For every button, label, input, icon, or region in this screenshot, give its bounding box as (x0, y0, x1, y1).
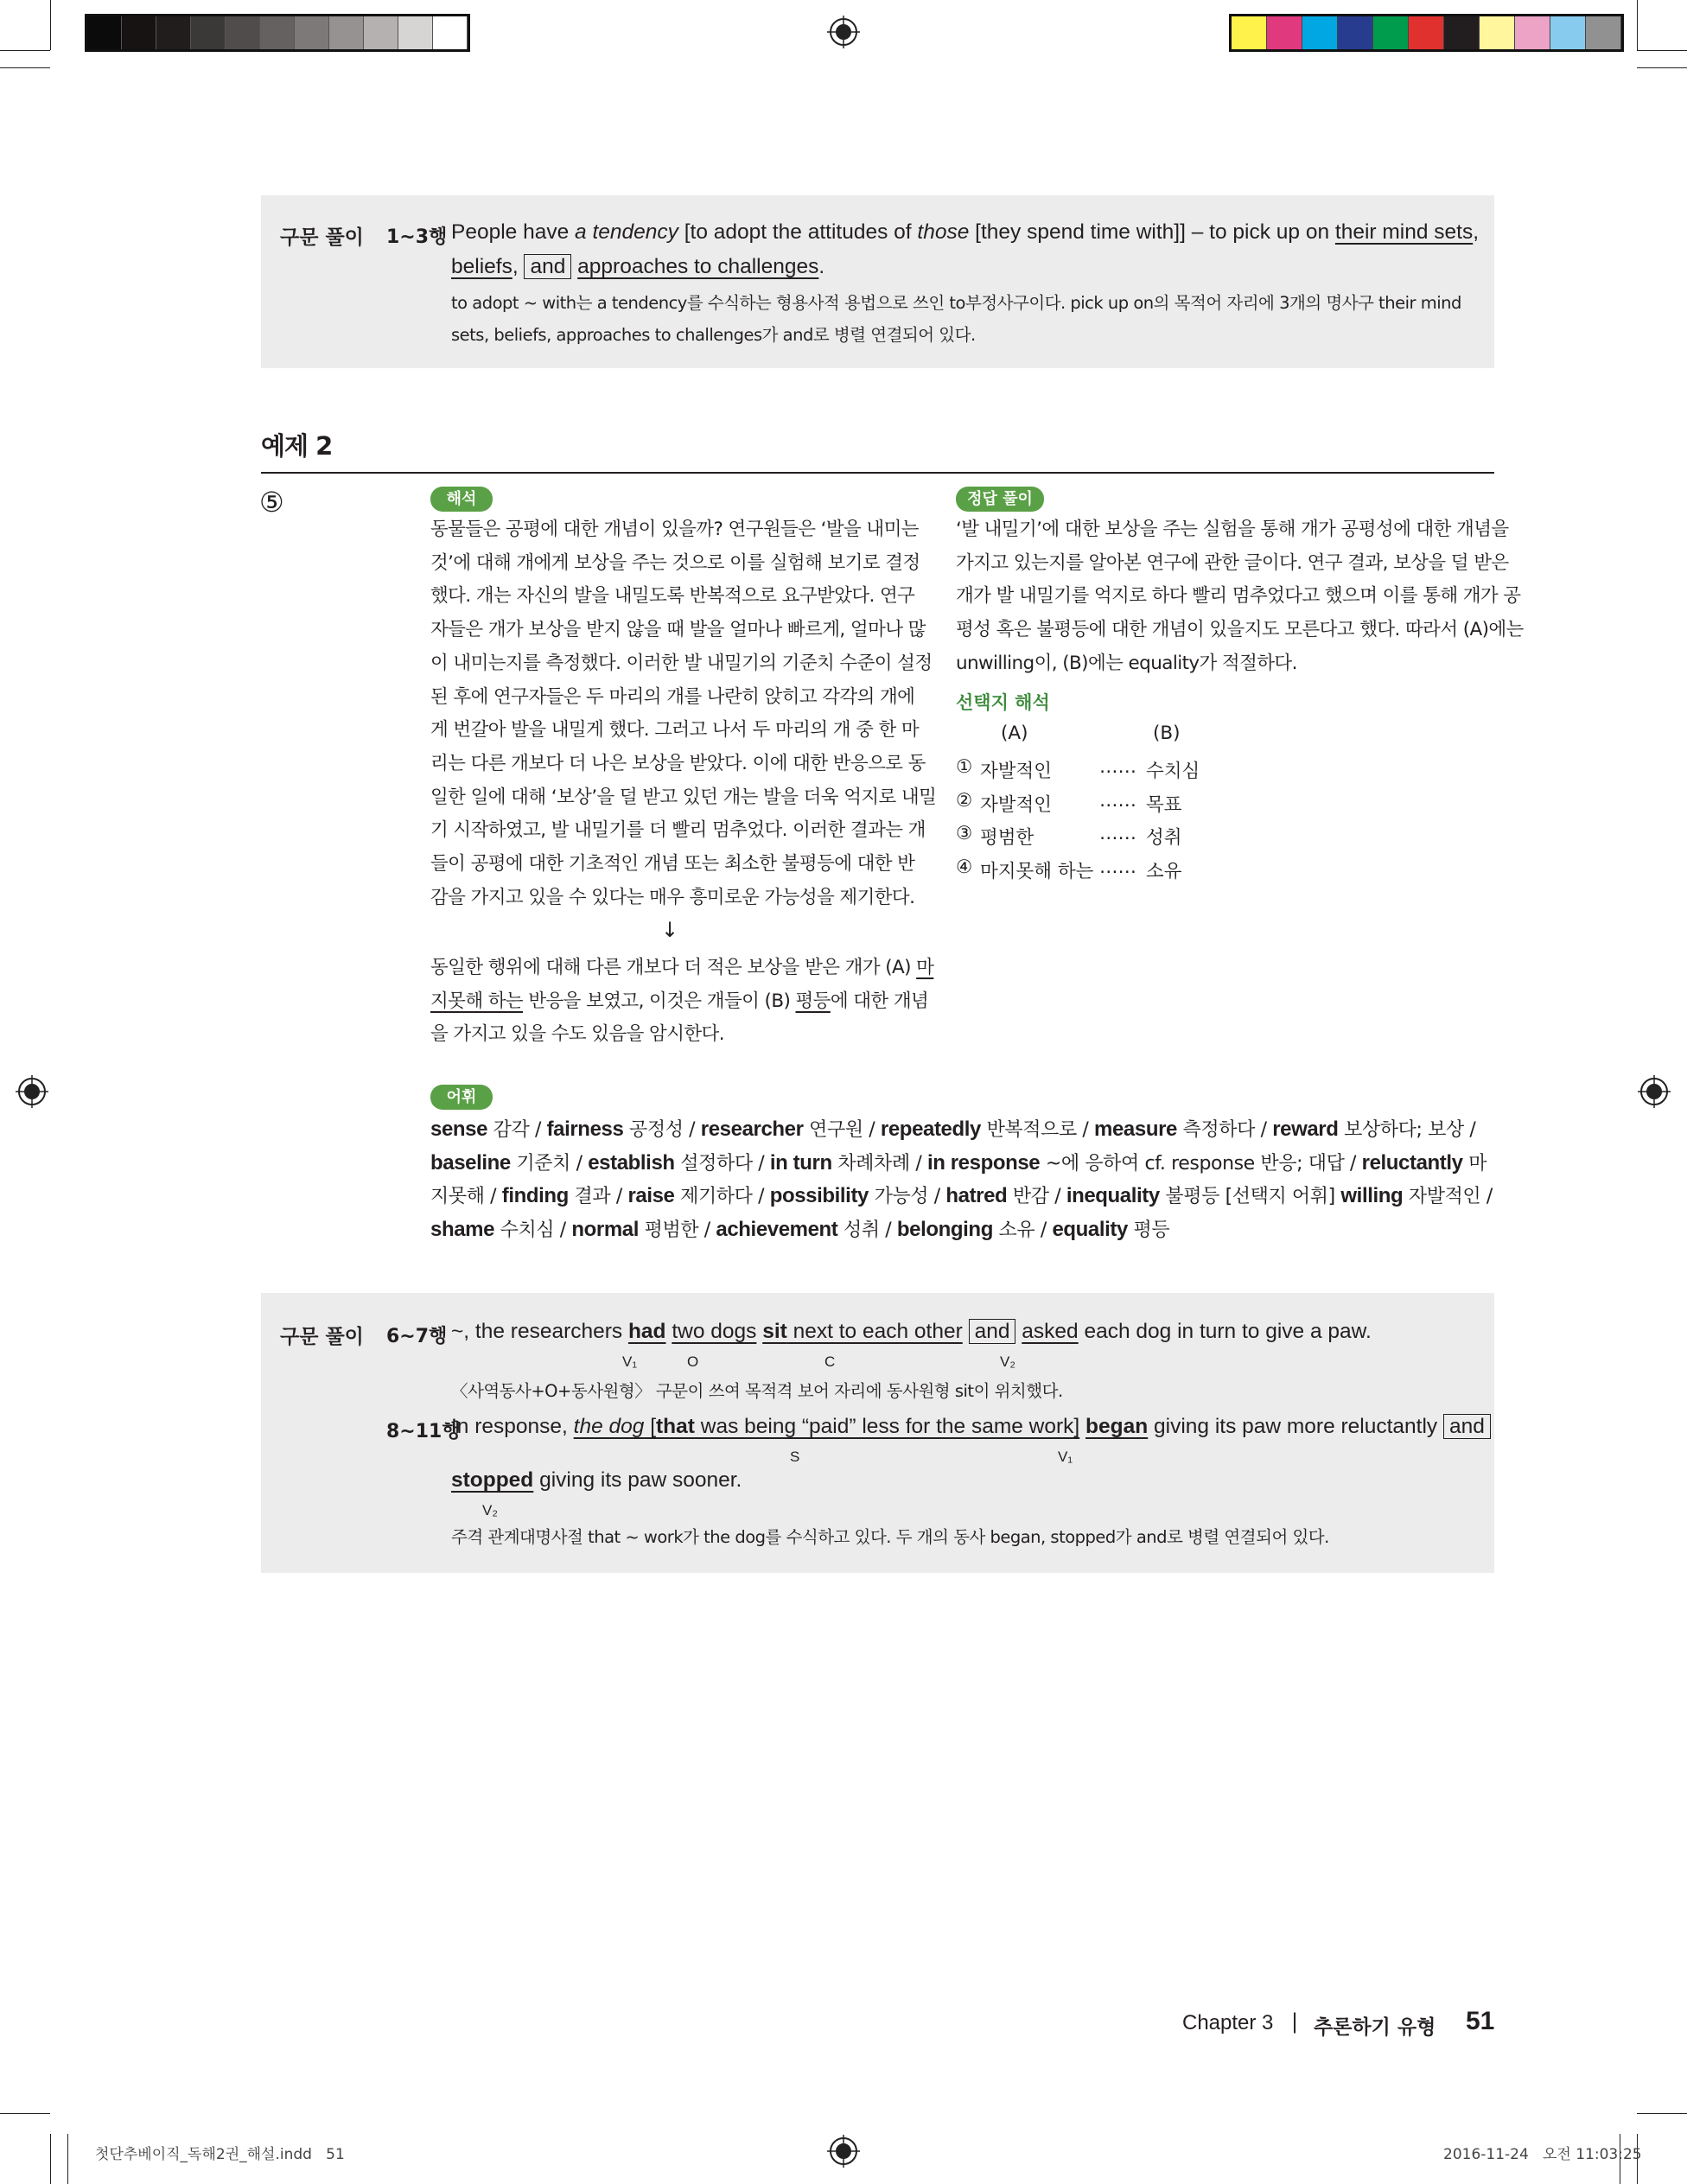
vocab-term: researcher (700, 1117, 804, 1141)
vocab-term: in turn (769, 1150, 832, 1175)
vocab-term: achievement (716, 1218, 838, 1242)
example-title: 예제 2 (261, 431, 333, 461)
vocab-meaning: 소유 / (992, 1219, 1053, 1242)
vocab-badge: 어휘 (430, 1085, 493, 1110)
section-divider (261, 472, 1494, 474)
grammar-mark-v2: V₂ (1000, 1353, 1015, 1370)
grammar-mark-v1: V₁ (622, 1353, 638, 1370)
line-reference: 8~11행 (386, 1421, 461, 1442)
vocab-meaning: 연구원 / (803, 1119, 881, 1141)
explanation-line: unwilling이, (B)에는 equality가 적절하다. (956, 652, 1297, 674)
interpretation-line: 것’에 대해 개에게 보상을 주는 것으로 이를 실험해 보기로 결정 (430, 551, 920, 574)
crop-mark (0, 67, 50, 68)
explanation-badge: 정답 풀이 (956, 487, 1044, 512)
vocab-term: equality (1052, 1218, 1128, 1242)
syntax-label: 구문 풀이 (280, 1326, 364, 1348)
interpretation-line: 감을 가지고 있을 수 있다는 매우 흥미로운 가능성을 제기한다. (430, 886, 915, 908)
vocab-meaning: 지못해 / (430, 1186, 502, 1208)
vocab-meaning: 제기하다 / (674, 1186, 770, 1208)
vocab-meaning: 기준치 / (510, 1152, 589, 1175)
option-a: 자발적인 (980, 793, 1053, 816)
explanation-line: ‘발 내밀기’에 대한 보상을 주는 실험을 통해 개가 공평성에 대한 개념을 (956, 519, 1509, 540)
vocab-term: raise (627, 1184, 675, 1208)
vocab-term: baseline (430, 1150, 511, 1175)
gray-swatch (295, 16, 329, 49)
summary-line-3: 을 가지고 있을 수도 있음을 암시한다. (430, 1023, 724, 1045)
grammar-mark-s: S (790, 1449, 800, 1465)
syntax-note-2: 주격 관계대명사절 that ~ work가 the dog를 수식하고 있다. 두 개의 동사 began, stopped가 and로 병렬 연결되어 있다. (451, 1527, 1329, 1547)
vocab-meaning: 반감 / (1007, 1186, 1066, 1208)
vocab-meaning: 마 (1462, 1152, 1487, 1175)
vocab-meaning: 반복적으로 / (980, 1119, 1095, 1141)
explanation-line: 평성 혹은 불평등에 대한 개념이 있을지도 모른다고 했다. 따라서 (A)에는 (956, 619, 1524, 641)
process-color-bar (1229, 14, 1624, 52)
vocab-meaning: 감각 / (487, 1119, 547, 1141)
interpretation-line: 했다. 개는 자신의 발을 내밀도록 반복적으로 요구받았다. 연구 (430, 585, 915, 608)
option-num: ④ (956, 856, 973, 879)
option-b: 성취 (1146, 827, 1182, 850)
vocab-meaning: ~에 응하여 cf. response 반응; 대답 / (1040, 1152, 1362, 1175)
vocab-term: hatred (945, 1184, 1008, 1208)
vocab-meaning: 평등 (1127, 1219, 1170, 1242)
gray-swatch (398, 16, 433, 49)
gray-swatch (364, 16, 398, 49)
vocab-term: repeatedly (880, 1117, 981, 1141)
color-swatch (1550, 16, 1586, 49)
vocab-line (430, 1186, 1493, 1207)
registration-mark-top-icon (827, 16, 860, 48)
explanation-line: 가지고 있는지를 알아본 연구에 관한 글이다. 연구 결과, 보상을 덜 받은 (956, 551, 1509, 574)
syntax-note-line-2: sets, beliefs, approaches to challenges가 and로 병렬 연결되어 있다. (451, 325, 976, 345)
option-dots: …… (1099, 823, 1136, 845)
option-dots: …… (1099, 856, 1136, 879)
vocab-term: reward (1272, 1117, 1339, 1141)
option-dots: …… (1099, 789, 1136, 812)
section-name: 추론하기 유형 (1314, 2016, 1436, 2039)
interpretation-line: 게 번갈아 발을 내밀게 했다. 그러고 나서 두 마리의 개 중 한 마 (430, 719, 920, 742)
vocab-term: normal (571, 1218, 640, 1242)
color-swatch (1444, 16, 1480, 49)
gray-swatch (122, 16, 156, 49)
vocab-meaning: 결과 / (568, 1186, 628, 1208)
vocab-meaning: 보상하다; 보상 / (1338, 1119, 1476, 1141)
options-title: 선택지 해석 (956, 692, 1050, 713)
vocab-meaning: 자발적인 / (1403, 1186, 1493, 1208)
option-b: 목표 (1146, 793, 1182, 816)
interpretation-line: 리는 다른 개보다 더 나은 보상을 받았다. 이에 대한 반응으로 동 (430, 752, 926, 774)
page-number: 51 (1466, 2007, 1495, 2035)
color-swatch (1409, 16, 1444, 49)
grammar-mark-c: C (824, 1353, 836, 1370)
vocab-line (430, 1150, 1487, 1175)
vocab-meaning: 평범한 / (639, 1219, 716, 1242)
syntax-sentence-2-line-2: stopped giving its paw sooner. (451, 1468, 742, 1492)
gray-swatch (87, 16, 122, 49)
gray-swatch (191, 16, 226, 49)
syntax-sentence-2-line-1: In response, the dog [that was being “paid” less for the same work] began giving its paw more reluctantly and (451, 1415, 1491, 1439)
vocab-term: fairness (546, 1117, 624, 1141)
gray-swatch (433, 16, 468, 49)
line-reference: 6~7행 (386, 1326, 448, 1347)
grayscale-color-bar (85, 14, 470, 52)
vocab-term: in response (926, 1150, 1041, 1175)
syntax-note-line-1: to adopt ~ with는 a tendency를 수식하는 형용사적 용법으로 쓰인 to부정사구이다. pick up on의 목적어 자리에 3개의 명사구 their mind (451, 293, 1461, 313)
gray-swatch (260, 16, 295, 49)
vocab-term: possibility (769, 1184, 869, 1208)
grammar-mark-v1: V₁ (1058, 1449, 1073, 1465)
vocab-term: shame (430, 1218, 495, 1242)
registration-mark-bottom-icon (827, 2135, 860, 2168)
crop-mark (1637, 0, 1638, 50)
color-swatch (1480, 16, 1515, 49)
gray-swatch (226, 16, 260, 49)
vocab-term: finding (501, 1184, 569, 1208)
option-a: 마지못해 하는 (980, 861, 1094, 883)
option-a: 자발적인 (980, 761, 1053, 782)
syntax-note-1: 〈사역동사+O+동사원형〉 구문이 쓰여 목적격 보어 자리에 동사원형 sit이 위치했다. (451, 1381, 1063, 1401)
grammar-mark-v2: V₂ (482, 1502, 498, 1519)
syntax-box-2 (261, 1293, 1494, 1573)
answer-number: ⑤ (259, 486, 284, 519)
down-arrow-icon: ↓ (661, 918, 679, 942)
color-swatch (1302, 16, 1338, 49)
print-timestamp: 2016-11-24 오전 11:03:25 (1443, 2146, 1642, 2163)
interpretation-line: 자들은 개가 보상을 받지 않을 때 발을 얼마나 빠르게, 얼마나 많 (430, 619, 926, 641)
option-num: ② (956, 789, 973, 812)
registration-mark-right-icon (1638, 1075, 1671, 1108)
chapter-label: Chapter 3 (1182, 2011, 1274, 2034)
vocab-meaning: 수치심 / (494, 1219, 572, 1242)
syntax-box-1 (261, 195, 1494, 368)
summary-line-2: 지못해 하는 반응을 보였고, 이것은 개들이 (B) 평등에 대한 개념 (430, 990, 929, 1012)
color-swatch (1232, 16, 1267, 49)
gray-swatch (329, 16, 364, 49)
grammar-mark-o: O (687, 1353, 699, 1370)
vocab-term: measure (1094, 1117, 1177, 1141)
interpretation-line: 이 내미는지를 측정했다. 이러한 발 내밀기의 기준치 수준이 설정 (430, 652, 933, 674)
interpretation-line: 일한 일에 대해 ‘보상’을 덜 받고 있던 개는 발을 더욱 억지로 내밀 (430, 786, 937, 808)
interpretation-line: 된 후에 연구자들은 두 마리의 개를 나란히 앉히고 각각의 개에 (430, 685, 915, 708)
vocab-term: belonging (896, 1218, 993, 1242)
vocab-meaning: 측정하다 / (1176, 1119, 1273, 1141)
option-num: ③ (956, 823, 973, 845)
vocab-term: establish (588, 1150, 675, 1175)
crop-mark (1637, 50, 1687, 51)
interpretation-line: 동물들은 공평에 대한 개념이 있을까? 연구원들은 ‘발을 내미는 (430, 519, 919, 540)
color-swatch (1586, 16, 1621, 49)
option-dots: …… (1099, 756, 1136, 778)
option-b: 수치심 (1146, 761, 1200, 782)
crop-mark (1637, 67, 1687, 68)
vocab-meaning: 불평등 [선택지 어휘] (1159, 1186, 1341, 1208)
color-swatch (1515, 16, 1550, 49)
syntax-sentence-line-2: beliefs, and approaches to challenges. (451, 255, 825, 278)
crop-mark (50, 2134, 51, 2184)
summary-line-1: 동일한 행위에 대해 다른 개보다 더 적은 보상을 받은 개가 (A) 마 (430, 957, 934, 978)
crop-mark (50, 0, 51, 50)
syntax-sentence-1: ~, the researchers had two dogs sit next to each other and asked each dog in turn to give a paw. (451, 1320, 1372, 1343)
vocab-meaning: 공정성 / (623, 1119, 701, 1141)
line-reference: 1~3행 (386, 226, 448, 248)
vocab-line (430, 1219, 1169, 1240)
vocab-meaning: 성취 / (837, 1219, 897, 1242)
footer-divider: | (1291, 2009, 1299, 2034)
registration-mark-left-icon (16, 1075, 48, 1108)
crop-mark (0, 50, 50, 51)
file-info: 첫단추베이직_독해2권_해설.indd 51 (95, 2146, 345, 2163)
explanation-line: 개가 발 내밀기를 억지로 하다 빨리 멈추었다고 했으며 이를 통해 개가 공 (956, 585, 1521, 608)
crop-mark (1637, 2113, 1687, 2114)
crop-mark (0, 2113, 50, 2114)
color-swatch (1373, 16, 1409, 49)
gray-swatch (156, 16, 191, 49)
interpretation-line: 들이 공평에 대한 기초적인 개념 또는 최소한 불평등에 대한 반 (430, 853, 915, 875)
vocab-term: reluctantly (1361, 1150, 1463, 1175)
vocab-term: sense (430, 1117, 488, 1141)
option-a: 평범한 (980, 827, 1034, 850)
vocab-term: inequality (1066, 1184, 1160, 1208)
syntax-label: 구문 풀이 (280, 226, 364, 249)
vocab-meaning: 가능성 / (869, 1186, 946, 1208)
vocab-meaning: 설정하다 / (674, 1152, 770, 1175)
color-swatch (1267, 16, 1302, 49)
vocab-meaning: 차례차례 / (831, 1152, 927, 1175)
syntax-sentence-line-1: People have a tendency [to adopt the attitudes of those [they spend time with]] – to pick up on their mind sets, (451, 220, 1480, 244)
interpretation-badge: 해석 (430, 487, 493, 512)
vocab-line (430, 1119, 1475, 1140)
crop-mark (67, 2134, 68, 2184)
interpretation-line: 기 시작하였고, 발 내밀기를 더 빨리 멈추었다. 이러한 결과는 개 (430, 819, 926, 842)
option-b: 소유 (1146, 861, 1182, 883)
color-swatch (1338, 16, 1373, 49)
vocab-term: willing (1340, 1184, 1404, 1208)
option-num: ① (956, 756, 973, 778)
